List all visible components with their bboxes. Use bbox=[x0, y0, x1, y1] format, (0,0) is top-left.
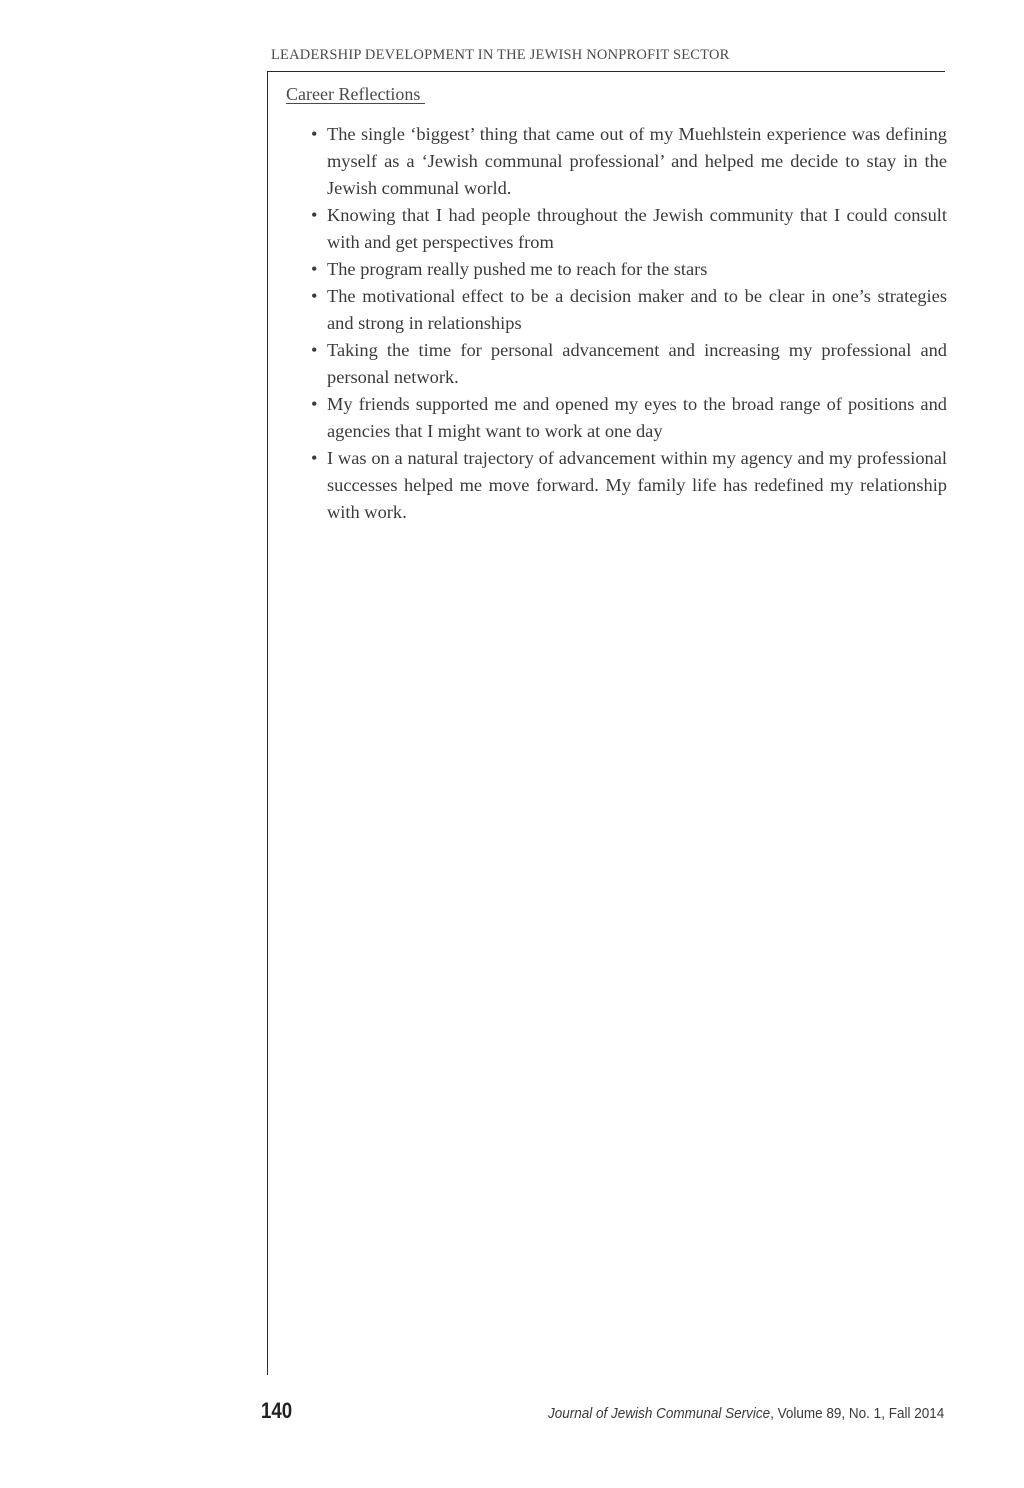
list-item-text: My friends supported me and opened my eyes to the broad range of positions and agencies that I might want to work at one day bbox=[327, 394, 947, 441]
list-item-text: The single ‘biggest’ thing that came out of my Muehlstein experience was defining myself as a ‘Jewish communal professional’ and helped me decide to stay in the Jewish communal world. bbox=[327, 124, 947, 198]
journal-issue: , Volume 89, No. 1, Fall 2014 bbox=[769, 1405, 944, 1422]
list-item bbox=[311, 391, 947, 445]
section-heading: Career Reflections bbox=[286, 84, 425, 104]
list-item bbox=[311, 121, 947, 202]
bullet-icon: • bbox=[311, 286, 318, 306]
list-item bbox=[311, 337, 947, 391]
footer-citation bbox=[548, 1405, 944, 1422]
list-item-text: The motivational effect to be a decision maker and to be clear in one’s strategies and strong in relationships bbox=[327, 286, 947, 333]
list-item bbox=[311, 256, 947, 283]
list-item bbox=[311, 202, 947, 256]
bullet-icon: • bbox=[311, 205, 318, 225]
list-item-text: The program really pushed me to reach for the stars bbox=[327, 259, 708, 279]
running-header: LEADERSHIP DEVELOPMENT IN THE JEWISH NONPROFIT SECTOR bbox=[271, 47, 730, 63]
page-number: 140 bbox=[261, 1398, 293, 1423]
reflections-list bbox=[311, 121, 947, 526]
bullet-icon: • bbox=[311, 394, 318, 414]
bullet-icon: • bbox=[311, 448, 318, 468]
header-rule bbox=[267, 71, 945, 72]
left-margin-rule bbox=[267, 71, 268, 1375]
bullet-icon: • bbox=[311, 259, 318, 279]
list-item-text: I was on a natural trajectory of advancement within my agency and my professional successes helped me move forward. My family life has redefined my relationship with work. bbox=[327, 448, 947, 522]
journal-title: Journal of Jewish Communal Service bbox=[547, 1405, 770, 1422]
list-item-text: Knowing that I had people throughout the Jewish community that I could consult with and get perspectives from bbox=[327, 205, 947, 252]
list-item bbox=[311, 283, 947, 337]
list-item bbox=[311, 445, 947, 526]
list-item-text: Taking the time for personal advancement and increasing my professional and personal network. bbox=[327, 340, 947, 387]
bullet-icon: • bbox=[311, 124, 318, 144]
bullet-icon: • bbox=[311, 340, 318, 360]
